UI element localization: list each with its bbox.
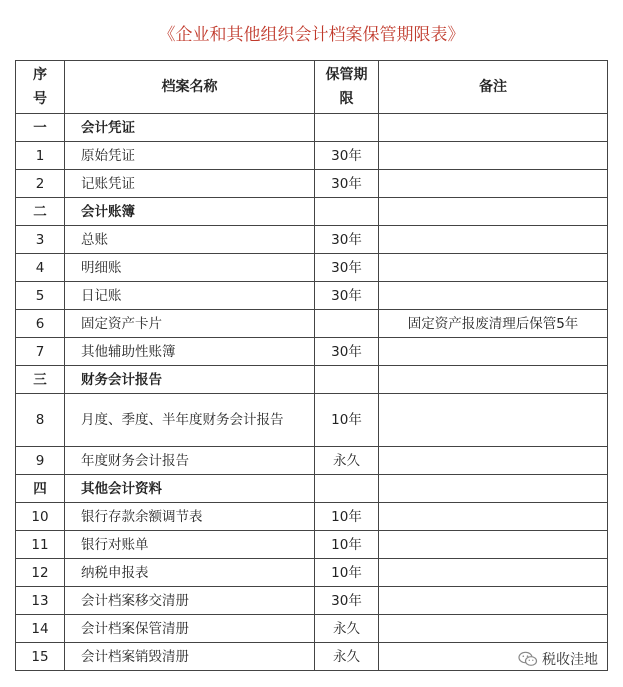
row-name: 会计档案移交清册 bbox=[65, 587, 315, 615]
row-period: 10年 bbox=[315, 394, 379, 447]
table-row bbox=[16, 114, 608, 142]
header-note: 备注 bbox=[379, 61, 608, 114]
row-name: 其他会计资料 bbox=[65, 475, 315, 503]
row-no: 6 bbox=[16, 310, 65, 338]
table-row bbox=[16, 447, 608, 475]
row-no: 12 bbox=[16, 559, 65, 587]
row-note bbox=[379, 226, 608, 254]
row-name: 会计档案保管清册 bbox=[65, 615, 315, 643]
row-note bbox=[379, 282, 608, 310]
table-row bbox=[16, 531, 608, 559]
table-row bbox=[16, 394, 608, 447]
row-period: 30年 bbox=[315, 587, 379, 615]
row-no: 9 bbox=[16, 447, 65, 475]
row-no: 13 bbox=[16, 587, 65, 615]
row-period: 永久 bbox=[315, 447, 379, 475]
row-name: 会计账簿 bbox=[65, 198, 315, 226]
row-note bbox=[379, 114, 608, 142]
table-row bbox=[16, 475, 608, 503]
row-name: 其他辅助性账簿 bbox=[65, 338, 315, 366]
row-name: 会计凭证 bbox=[65, 114, 315, 142]
table-row bbox=[16, 170, 608, 198]
row-name: 明细账 bbox=[65, 254, 315, 282]
row-name: 银行存款余额调节表 bbox=[65, 503, 315, 531]
row-note bbox=[379, 447, 608, 475]
header-name: 档案名称 bbox=[65, 61, 315, 114]
row-note bbox=[379, 475, 608, 503]
row-no: 3 bbox=[16, 226, 65, 254]
table-row bbox=[16, 142, 608, 170]
row-period: 30年 bbox=[315, 338, 379, 366]
row-period: 永久 bbox=[315, 615, 379, 643]
row-no: 8 bbox=[16, 394, 65, 447]
row-note bbox=[379, 338, 608, 366]
row-no: 1 bbox=[16, 142, 65, 170]
wechat-icon bbox=[518, 651, 538, 667]
table-row bbox=[16, 254, 608, 282]
row-no: 7 bbox=[16, 338, 65, 366]
row-name: 纳税申报表 bbox=[65, 559, 315, 587]
row-period: 10年 bbox=[315, 531, 379, 559]
row-name: 日记账 bbox=[65, 282, 315, 310]
page-title: 《企业和其他组织会计档案保管期限表》 bbox=[158, 25, 465, 45]
row-period bbox=[315, 310, 379, 338]
row-note bbox=[379, 615, 608, 643]
row-period: 永久 bbox=[315, 643, 379, 671]
header-period: 保管期限 bbox=[315, 61, 379, 114]
row-period: 30年 bbox=[315, 254, 379, 282]
row-period: 30年 bbox=[315, 142, 379, 170]
table-row bbox=[16, 587, 608, 615]
retention-table bbox=[15, 60, 608, 671]
row-note bbox=[379, 254, 608, 282]
row-name: 总账 bbox=[65, 226, 315, 254]
row-name: 财务会计报告 bbox=[65, 366, 315, 394]
row-name: 月度、季度、半年度财务会计报告 bbox=[65, 394, 315, 447]
row-period: 30年 bbox=[315, 170, 379, 198]
row-period: 10年 bbox=[315, 559, 379, 587]
row-note bbox=[379, 531, 608, 559]
row-no: 2 bbox=[16, 170, 65, 198]
row-period: 30年 bbox=[315, 226, 379, 254]
row-name: 固定资产卡片 bbox=[65, 310, 315, 338]
row-name: 会计档案销毁清册 bbox=[65, 643, 315, 671]
row-name: 记账凭证 bbox=[65, 170, 315, 198]
table-row bbox=[16, 559, 608, 587]
row-note bbox=[379, 394, 608, 447]
row-note bbox=[379, 559, 608, 587]
row-no: 14 bbox=[16, 615, 65, 643]
row-note bbox=[379, 142, 608, 170]
table-row bbox=[16, 282, 608, 310]
table-row bbox=[16, 615, 608, 643]
row-name: 银行对账单 bbox=[65, 531, 315, 559]
table-row bbox=[16, 310, 608, 338]
row-no: 4 bbox=[16, 254, 65, 282]
row-period bbox=[315, 366, 379, 394]
table-row bbox=[16, 226, 608, 254]
row-note bbox=[379, 366, 608, 394]
row-note bbox=[379, 503, 608, 531]
row-no: 11 bbox=[16, 531, 65, 559]
watermark bbox=[518, 648, 598, 670]
row-period bbox=[315, 198, 379, 226]
row-period: 10年 bbox=[315, 503, 379, 531]
row-note bbox=[379, 198, 608, 226]
row-no: 15 bbox=[16, 643, 65, 671]
row-note bbox=[379, 587, 608, 615]
watermark-text: 税收洼地 bbox=[542, 652, 598, 668]
row-note: 固定资产报废清理后保管5年 bbox=[379, 310, 608, 338]
row-period bbox=[315, 114, 379, 142]
table-row bbox=[16, 503, 608, 531]
table-row bbox=[16, 338, 608, 366]
row-no: 5 bbox=[16, 282, 65, 310]
row-no: 三 bbox=[16, 366, 65, 394]
row-name: 原始凭证 bbox=[65, 142, 315, 170]
row-no: 二 bbox=[16, 198, 65, 226]
row-no: 一 bbox=[16, 114, 65, 142]
row-note bbox=[379, 170, 608, 198]
table-row bbox=[16, 198, 608, 226]
row-period bbox=[315, 475, 379, 503]
row-period: 30年 bbox=[315, 282, 379, 310]
row-no: 四 bbox=[16, 475, 65, 503]
row-name: 年度财务会计报告 bbox=[65, 447, 315, 475]
row-no: 10 bbox=[16, 503, 65, 531]
header-no: 序号 bbox=[16, 61, 65, 114]
table-row bbox=[16, 366, 608, 394]
